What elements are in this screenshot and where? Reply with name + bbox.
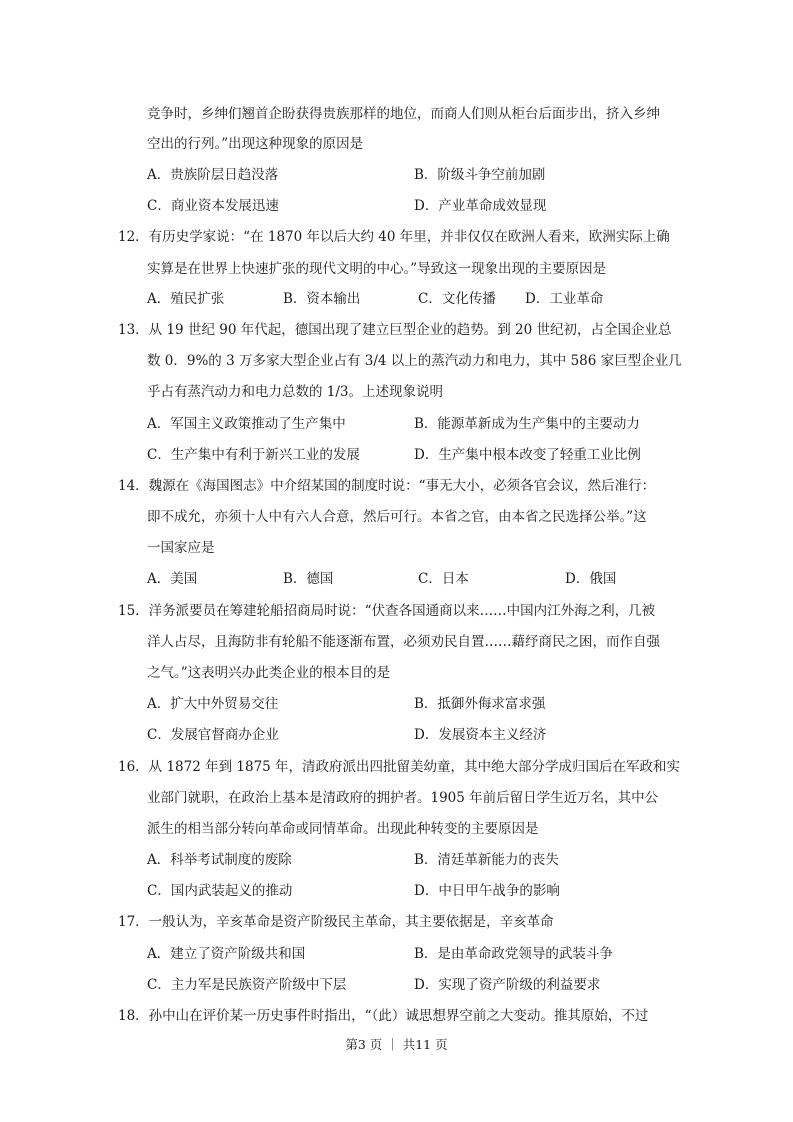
q18-text-line-1: 18．孙中山在评价某一历史事件时指出，“（此）诚思想界空前之大变动。推其原始，不过 — [118, 1008, 649, 1024]
q16-text-line-2: 业部门就职，在政治上基本是清政府的拥护者。1905 年前后留日学生近万名，其中公 — [147, 790, 659, 806]
q13-option-d: D．生产集中根本改变了轻重工业比例 — [414, 447, 641, 463]
q12-text-line-2: 实算是在世界上快速扩张的现代文明的中心。”导致这一现象出现的主要原因是 — [147, 261, 607, 277]
q14-text-line-2: 即不成允，亦须十人中有六人合意，然后可行。本省之官，由本省之民选择公举。”这 — [147, 509, 647, 525]
q11-option-b: B．阶级斗争空前加剧 — [414, 167, 546, 183]
q16-option-a: A．科举考试制度的废除 — [147, 852, 292, 868]
q11-option-c: C．商业资本发展迅速 — [147, 198, 279, 214]
q15-option-b: B．抵御外侮求富求强 — [414, 696, 546, 712]
q11-option-a: A．贵族阶层日趋没落 — [147, 167, 279, 183]
q13-text-line-3: 乎占有蒸汽动力和电力总数的 1/3。上述现象说明 — [147, 384, 444, 400]
q14-option-c: C．日本 — [418, 571, 469, 587]
q13-text-line-1: 13．从 19 世纪 90 年代起，德国出现了建立巨型企业的趋势。到 20 世纪初，占全国企业总 — [118, 322, 672, 338]
q15-option-d: D．发展资本主义经济 — [414, 727, 547, 743]
q14-text-line-1: 14．魏源在《海国图志》中介绍某国的制度时说：“事无大小，必须各官会议，然后准行： — [118, 478, 656, 494]
q15-option-a: A．扩大中外贸易交往 — [147, 696, 279, 712]
q17-option-a: A．建立了资产阶级共和国 — [147, 946, 306, 962]
q16-option-b: B．清廷革新能力的丧失 — [414, 852, 559, 868]
q14-option-a: A．美国 — [147, 571, 198, 587]
q14-option-d: D．俄国 — [565, 571, 617, 587]
page-footer: 第3 页 ｜ 共11 页 — [345, 1037, 448, 1052]
q15-text-line-1: 15．洋务派要员在筹建轮船招商局时说：“伏查各国通商以来……中国内江外海之利，几被 — [118, 603, 656, 619]
q12-text-line-1: 12．有历史学家说：“在 1870 年以后大约 40 年里，并非仅仅在欧洲人看来，欧洲实际上确 — [118, 229, 670, 245]
q16-text-line-3: 派生的相当部分转向革命或同情革命。出现此种转变的主要原因是 — [147, 821, 539, 837]
q17-option-b: B．是由革命政党领导的武装斗争 — [414, 946, 613, 962]
q13-option-a: A．军国主义政策推动了生产集中 — [147, 416, 346, 432]
q14-option-b: B．德国 — [283, 571, 334, 587]
q11-option-d: D．产业革命成效显现 — [414, 198, 547, 214]
q14-text-line-3: 一国家应是 — [147, 540, 215, 556]
q12-option-b: B．资本输出 — [283, 291, 361, 307]
q15-text-line-2: 洋人占尽，且海防非有轮船不能逐渐布置，必须劝民自置……藉纾商民之困，而作自强 — [147, 634, 660, 650]
q17-text-line-1: 17．一般认为，辛亥革命是资产阶级民主革命，其主要依据是，辛亥革命 — [118, 914, 554, 930]
q16-option-c: C．国内武装起义的推动 — [147, 883, 293, 899]
q17-option-c: C．主力军是民族资产阶级中下层 — [147, 977, 347, 993]
q15-text-line-3: 之气。”这表明兴办此类企业的根本目的是 — [147, 665, 391, 681]
q13-option-c: C．生产集中有利于新兴工业的发展 — [147, 447, 360, 463]
q13-option-b: B．能源革新成为生产集中的主要动力 — [414, 416, 640, 432]
q17-option-d: D．实现了资产阶级的利益要求 — [414, 977, 601, 993]
q16-text-line-1: 16．从 1872 年到 1875 年，清政府派出四批留美幼童，其中绝大部分学成归国后在军政和实 — [118, 759, 681, 775]
q11-text-line-1: 竞争时，乡绅们翘首企盼获得贵族那样的地位，而商人们则从柜台后面步出，挤入乡绅 — [147, 106, 660, 122]
q15-option-c: C．发展官督商办企业 — [147, 727, 279, 743]
q16-option-d: D．中日甲午战争的影响 — [414, 883, 560, 899]
q11-text-line-2: 空出的行列。”出现这种现象的原因是 — [147, 136, 364, 152]
q12-option-c: C．文化传播 — [418, 291, 496, 307]
q12-option-a: A．殖民扩张 — [147, 291, 225, 307]
q12-option-d: D．工业革命 — [525, 291, 604, 307]
q13-text-line-2: 数 0．9%的 3 万多家大型企业占有 3/4 以上的蒸汽动力和电力，其中 586 家巨型企业几 — [147, 353, 682, 369]
